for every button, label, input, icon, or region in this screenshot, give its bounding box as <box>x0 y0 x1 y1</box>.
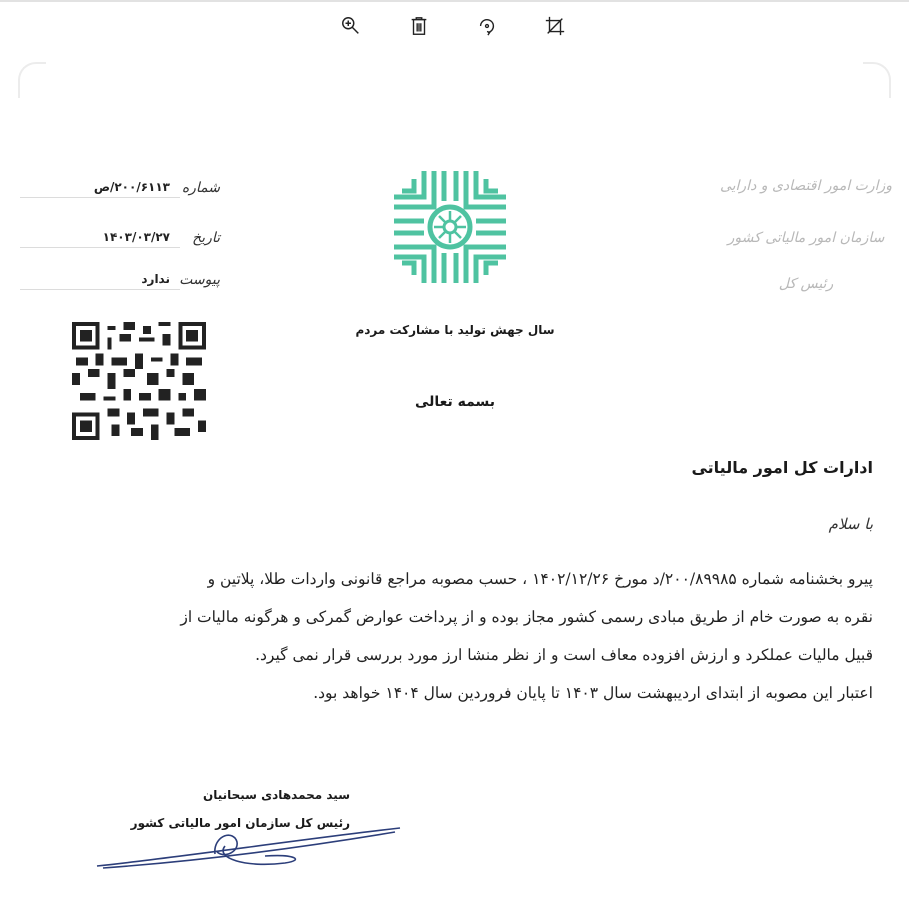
letter-date-value: ۱۴۰۳/۰۳/۲۷ <box>99 230 170 244</box>
ministry-header: وزارت امور اقتصادی و دارایی <box>719 178 893 194</box>
delete-button[interactable] <box>405 12 433 40</box>
letter-date-label: تاریخ <box>192 230 220 246</box>
bismillah-heading: بسمه تعالی <box>414 394 496 410</box>
signatory-title: رئیس کل سازمان امور مالیاتی کشور <box>130 816 350 830</box>
signature-icon <box>95 818 405 873</box>
letter-number-label: شماره <box>181 180 220 196</box>
zoom-in-button[interactable] <box>337 12 365 40</box>
rotate-icon <box>476 15 498 37</box>
signatory-name: سید محمدهادی سبحانیان <box>202 788 350 802</box>
qr-code-icon <box>72 322 206 440</box>
crop-icon <box>544 15 566 37</box>
year-motto: سال جهش تولید با مشارکت مردم <box>355 323 555 337</box>
body-line: پیرو بخشنامه شماره ۲۰۰/۸۹۹۸۵/د مورخ ۱۴۰۲/۱۲/۲۶ ، حسب مصوبه مراجع قانونی واردات طلا، پلاتین و <box>207 570 873 588</box>
letter-attachment-value: ندارد <box>137 272 170 286</box>
top-border <box>0 0 909 2</box>
rotate-button[interactable] <box>473 12 501 40</box>
office-header: رئیس کل <box>778 276 834 292</box>
body-line: اعتبار این مصوبه از ابتدای اردیبهشت سال ۱۴۰۳ تا پایان فروردین سال ۱۴۰۴ خواهد بود. <box>313 684 873 702</box>
letter-attachment-label: پیوست <box>179 272 220 288</box>
divider <box>20 197 180 198</box>
divider <box>20 289 180 290</box>
greeting-text: با سلام <box>828 515 873 533</box>
body-line: قبیل مالیات عملکرد و ارزش افزوده معاف است و از نظر منشا ارز مورد بررسی قرار نمی گیرد. <box>255 646 873 664</box>
letter-body <box>23 560 873 712</box>
letter-number-value: ۲۰۰/۶۱۱۳/ص <box>90 180 170 194</box>
addressee-heading: ادارات کل امور مالیاتی <box>691 458 873 477</box>
letter-date-row <box>20 230 220 252</box>
organization-header: سازمان امور مالیاتی کشور <box>727 230 885 246</box>
image-toolbar <box>0 12 909 40</box>
tax-organization-logo-icon <box>388 165 512 289</box>
crop-button[interactable] <box>541 12 569 40</box>
trash-icon <box>408 15 430 37</box>
letter-attachment-row <box>20 272 220 294</box>
letter-number-row <box>20 180 220 202</box>
letter-document <box>0 60 909 911</box>
zoom-in-icon <box>340 15 362 37</box>
body-line: نقره به صورت خام از طریق مبادی رسمی کشور مجاز بوده و از پرداخت عوارض گمرکی و هرگونه مالیات از <box>180 608 873 626</box>
divider <box>20 247 180 248</box>
